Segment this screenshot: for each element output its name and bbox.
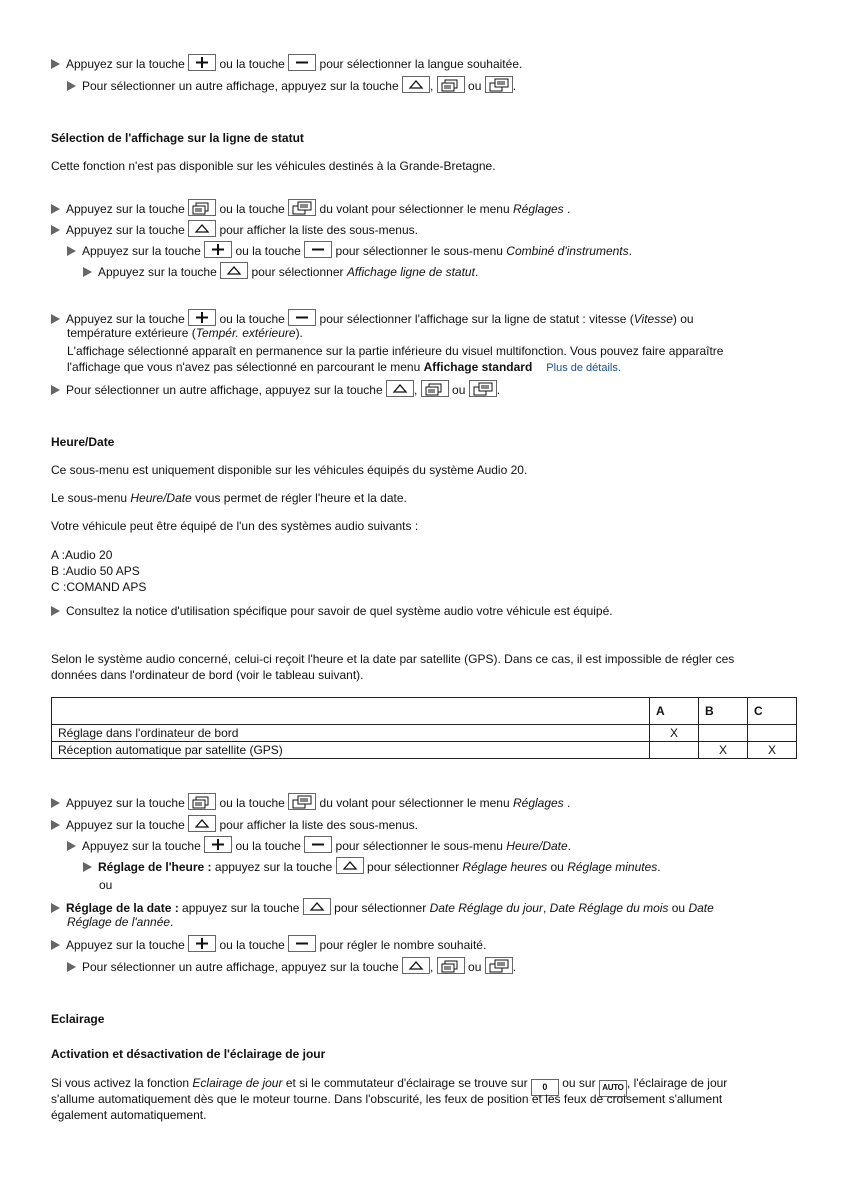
bullet-arrow-icon [51, 798, 60, 808]
bullet-arrow-icon [83, 267, 92, 277]
bullet-arrow-icon [51, 606, 60, 616]
bullet-arrow-icon [51, 225, 60, 235]
section-heading: Eclairage [51, 1012, 105, 1026]
table-row [52, 742, 797, 759]
bullet-arrow-icon [51, 385, 60, 395]
section-heading: Heure/Date [51, 435, 115, 449]
page-back-key-icon [188, 793, 216, 810]
plus-key-icon [204, 836, 232, 853]
minus-key-icon [288, 309, 316, 326]
minus-key-icon [304, 836, 332, 853]
page-back-key-icon [188, 199, 216, 216]
page-forward-key-icon [485, 957, 513, 974]
table-header-cell: B [699, 698, 748, 725]
plus-key-icon [188, 309, 216, 326]
instruction-line: Pour sélectionner un autre affichage, appuyez sur la touche , ou . [67, 957, 516, 975]
up-key-icon [402, 76, 430, 93]
instruction-line: Appuyez sur la touche ou la touche pour régler le nombre souhaité. [51, 935, 486, 953]
instruction-line: Appuyez sur la touche ou la touche du volant pour sélectionner le menu Réglages . [51, 199, 570, 217]
paragraph: données dans l'ordinateur de bord (voir le tableau suivant). [51, 668, 364, 682]
minus-key-icon [288, 54, 316, 71]
up-key-icon [303, 898, 331, 915]
instruction-line: Appuyez sur la touche ou la touche du volant pour sélectionner le menu Réglages . [51, 793, 570, 811]
text-line: également automatiquement. [51, 1108, 207, 1122]
instruction-line: Appuyez sur la touche pour sélectionner Affichage ligne de statut. [83, 262, 478, 280]
minus-key-icon [288, 935, 316, 952]
page-back-key-icon [437, 76, 465, 93]
instruction-line: Réglage de la date : appuyez sur la touche pour sélectionner Date Réglage du jour, Date Réglage du mois ou Date [51, 898, 714, 916]
paragraph: Selon le système audio concerné, celui-ci reçoit l'heure et la date par satellite (GPS). Dans ce cas, il est impossible de régler ces [51, 652, 735, 666]
subsection-heading: Activation et désactivation de l'éclairage de jour [51, 1047, 326, 1061]
paragraph: Ce sous-menu est uniquement disponible sur les véhicules équipés du système Audio 20. [51, 463, 528, 477]
instruction-line: Réglage de l'heure : appuyez sur la touche pour sélectionner Réglage heures ou Réglage minutes. [83, 857, 661, 875]
system-list-item: B :Audio 50 APS [51, 564, 140, 578]
bullet-arrow-icon [51, 204, 60, 214]
instruction-line: Appuyez sur la touche ou la touche pour sélectionner le sous-menu Combiné d'instruments. [67, 241, 632, 259]
up-key-icon [386, 380, 414, 397]
minus-key-icon [304, 241, 332, 258]
text-line: température extérieure (Tempér. extérieure). [67, 326, 303, 340]
text-line: s'allume automatiquement dès que le moteur tourne. Dans l'obscurité, les feux de position et les feux de croisement s'allument [51, 1092, 723, 1106]
page-forward-key-icon [288, 199, 316, 216]
table-cell: Réglage dans l'ordinateur de bord [52, 725, 650, 742]
bullet-arrow-icon [67, 246, 76, 256]
bullet-arrow-icon [51, 820, 60, 830]
up-key-icon [402, 957, 430, 974]
bullet-arrow-icon [51, 903, 60, 913]
instruction-line: Appuyez sur la touche pour afficher la liste des sous-menus. [51, 815, 418, 833]
table-row [52, 725, 797, 742]
text-line: Réglage de l'année. [67, 915, 174, 929]
paragraph: Cette fonction n'est pas disponible sur les véhicules destinés à la Grande-Bretagne. [51, 159, 496, 173]
page-forward-key-icon [288, 793, 316, 810]
page-forward-key-icon [485, 76, 513, 93]
instruction-line: Appuyez sur la touche ou la touche pour sélectionner la langue souhaitée. [51, 54, 522, 72]
more-details-link[interactable]: Plus de détails. [546, 362, 621, 374]
switch-position-0-icon: 0 [531, 1079, 559, 1096]
bullet-arrow-icon [51, 314, 60, 324]
up-key-icon [220, 262, 248, 279]
text-line: l'affichage que vous n'avez pas sélectionné en parcourant le menu Affichage standard Plus de détails. [67, 360, 621, 374]
table-cell [748, 725, 797, 742]
table-header-row [52, 698, 797, 725]
instruction-line: Appuyez sur la touche ou la touche pour sélectionner le sous-menu Heure/Date. [67, 836, 571, 854]
audio-system-table [51, 697, 797, 759]
instruction-line: Appuyez sur la touche ou la touche pour sélectionner l'affichage sur la ligne de statut : vitesse (Vitesse) ou [51, 309, 694, 327]
bullet-arrow-icon [67, 962, 76, 972]
table-cell [650, 742, 699, 759]
table-cell [699, 725, 748, 742]
table-header-cell: A [650, 698, 699, 725]
bullet-arrow-icon [83, 862, 92, 872]
text-line: Si vous activez la fonction Eclairage de jour et si le commutateur d'éclairage se trouve sur 0 ou sur AUTO , l'éclairage de jour [51, 1075, 727, 1097]
table-header-cell [52, 698, 650, 725]
up-key-icon [336, 857, 364, 874]
table-header-cell: C [748, 698, 797, 725]
instruction-line: Pour sélectionner un autre affichage, appuyez sur la touche , ou . [51, 380, 500, 398]
page-back-key-icon [437, 957, 465, 974]
bullet-arrow-icon [51, 940, 60, 950]
bullet-arrow-icon [51, 59, 60, 69]
switch-auto-icon: AUTO [599, 1080, 627, 1097]
up-key-icon [188, 815, 216, 832]
instruction-line: Appuyez sur la touche pour afficher la liste des sous-menus. [51, 220, 418, 238]
plus-key-icon [188, 935, 216, 952]
text-line: ou [99, 878, 113, 892]
system-list-item: A :Audio 20 [51, 548, 113, 562]
page-forward-key-icon [469, 380, 497, 397]
page-back-key-icon [421, 380, 449, 397]
table-cell: X [650, 725, 699, 742]
instruction-line: Pour sélectionner un autre affichage, appuyez sur la touche , ou . [67, 76, 516, 94]
instruction-line: Consultez la notice d'utilisation spécifique pour savoir de quel système audio votre véhicule est équipé. [51, 603, 613, 619]
table-cell: X [748, 742, 797, 759]
up-key-icon [188, 220, 216, 237]
bullet-arrow-icon [67, 81, 76, 91]
paragraph: Le sous-menu Heure/Date vous permet de régler l'heure et la date. [51, 491, 407, 505]
table-cell: X [699, 742, 748, 759]
section-heading: Sélection de l'affichage sur la ligne de statut [51, 131, 304, 145]
text-line: L'affichage sélectionné apparaît en permanence sur la partie inférieure du visuel multifonction. Vous pouvez faire apparaître [67, 344, 724, 358]
bullet-arrow-icon [67, 841, 76, 851]
system-list-item: C :COMAND APS [51, 580, 147, 594]
plus-key-icon [204, 241, 232, 258]
paragraph: Votre véhicule peut être équipé de l'un des systèmes audio suivants : [51, 519, 419, 533]
table-cell: Réception automatique par satellite (GPS) [52, 742, 650, 759]
plus-key-icon [188, 54, 216, 71]
